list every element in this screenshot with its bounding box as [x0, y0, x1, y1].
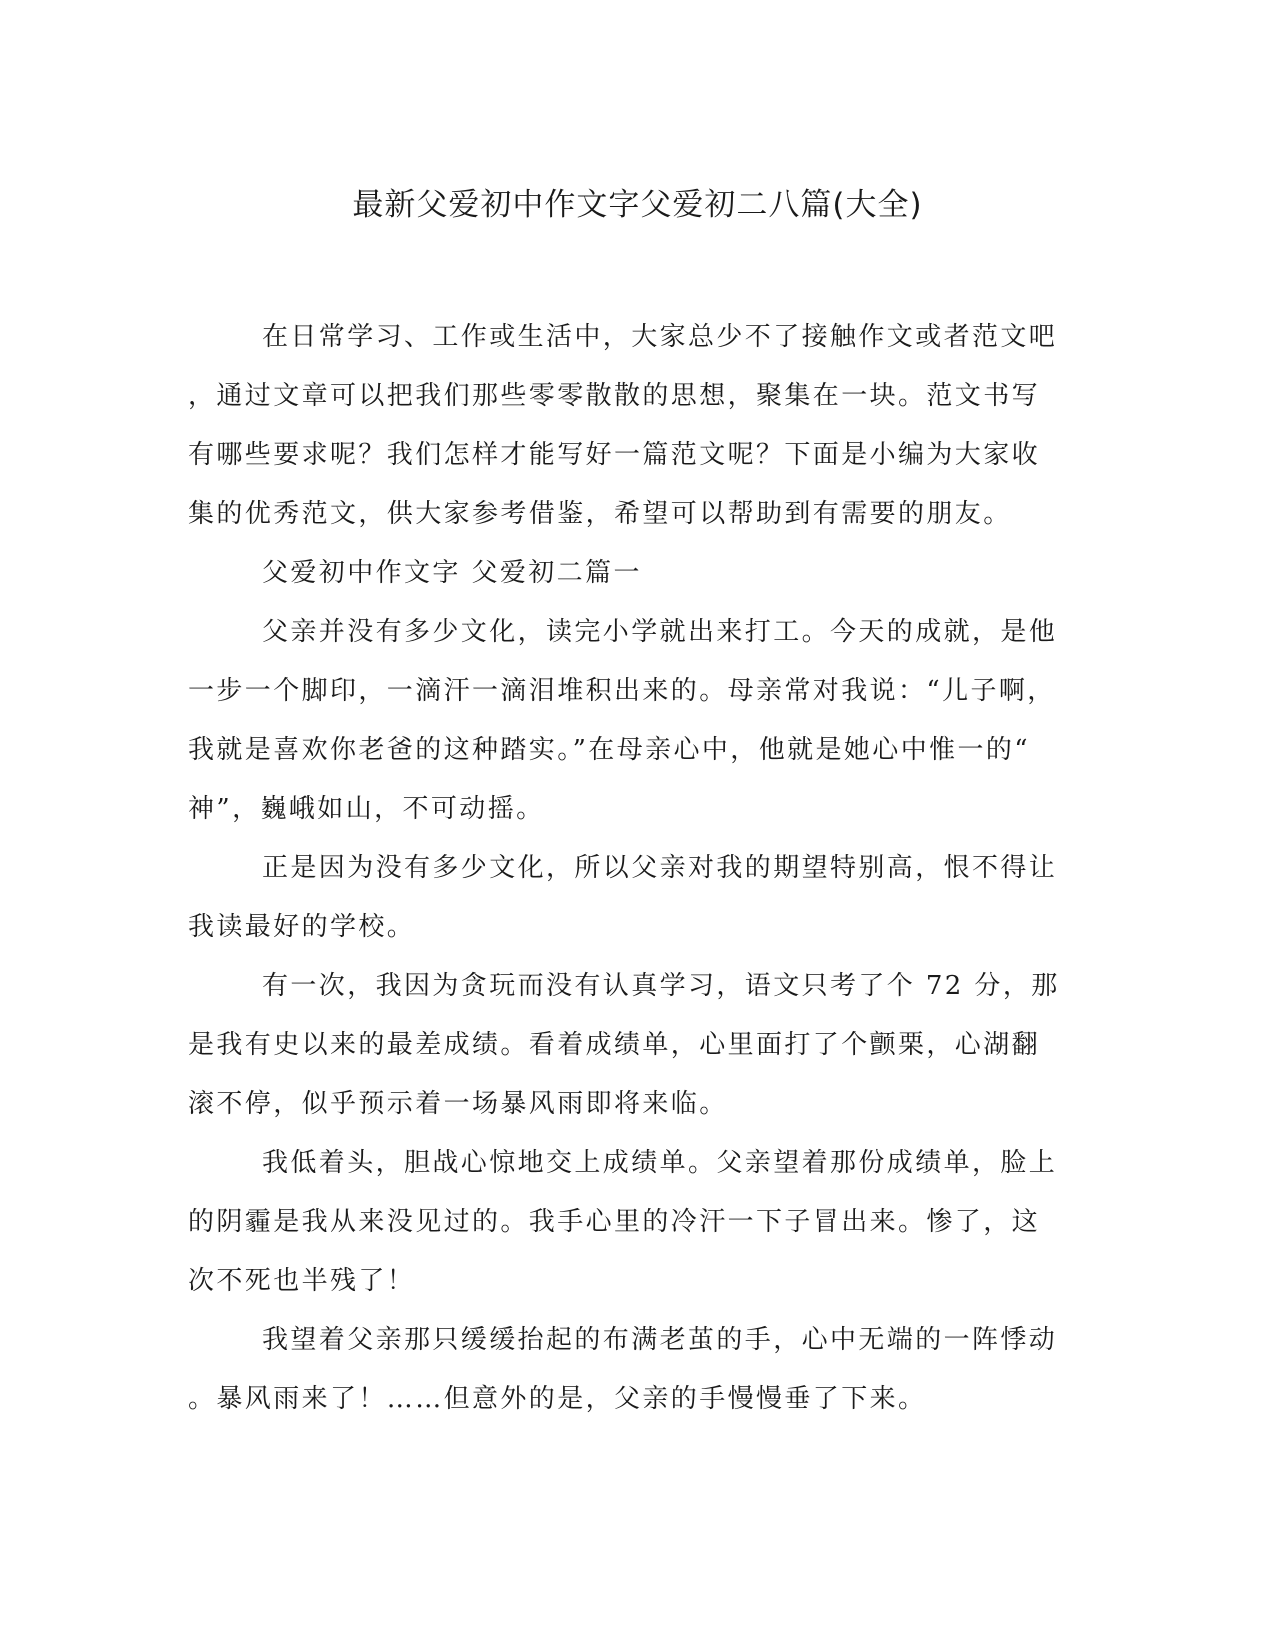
paragraph-line: 我望着父亲那只缓缓抬起的布满老茧的手，心中无端的一阵悸动 — [262, 1325, 1058, 1355]
paragraph-line: 正是因为没有多少文化，所以父亲对我的期望特别高，恨不得让 — [262, 853, 1058, 883]
paragraph-line: 有哪些要求呢？我们怎样才能写好一篇范文呢？下面是小编为大家收 — [188, 440, 1041, 470]
paragraph-line: 我低着头，胆战心惊地交上成绩单。父亲望着那份成绩单，脸上 — [262, 1148, 1058, 1178]
paragraph-line: 是我有史以来的最差成绩。看着成绩单，心里面打了个颤栗，心湖翻 — [188, 1030, 1041, 1060]
paragraph-line: 次不死也半残了！ — [188, 1266, 416, 1296]
paragraph-line: 我读最好的学校。 — [188, 912, 416, 942]
section-heading: 父爱初中作文字 父爱初二篇一 — [262, 558, 642, 588]
paragraph-line: 的阴霾是我从来没见过的。我手心里的冷汗一下子冒出来。惨了，这 — [188, 1207, 1041, 1237]
paragraph-line: 我就是喜欢你老爸的这种踏实。”在母亲心中，他就是她心中惟一的“ — [188, 735, 1030, 765]
paragraph-line: 集的优秀范文，供大家参考借鉴，希望可以帮助到有需要的朋友。 — [188, 499, 1012, 529]
paragraph-line: 滚不停，似乎预示着一场暴风雨即将来临。 — [188, 1089, 728, 1119]
paragraph-line: 父亲并没有多少文化，读完小学就出来打工。今天的成就，是他 — [262, 617, 1058, 647]
paragraph-line: ，通过文章可以把我们那些零零散散的思想，聚集在一块。范文书写 — [188, 381, 1041, 411]
paragraph-line: 在日常学习、工作或生活中，大家总少不了接触作文或者范文吧 — [262, 322, 1058, 352]
paragraph-line: 一步一个脚印，一滴汗一滴泪堆积出来的。母亲常对我说：“儿子啊， — [188, 676, 1056, 706]
paragraph-line: 。暴风雨来了！……但意外的是，父亲的手慢慢垂了下来。 — [188, 1384, 927, 1414]
paragraph-line: 神”，巍峨如山，不可动摇。 — [188, 794, 545, 824]
document-title: 最新父爱初中作文字父爱初二八篇(大全) — [352, 187, 923, 223]
paragraph-line: 有一次，我因为贪玩而没有认真学习，语文只考了个 72 分，那 — [262, 971, 1060, 1001]
